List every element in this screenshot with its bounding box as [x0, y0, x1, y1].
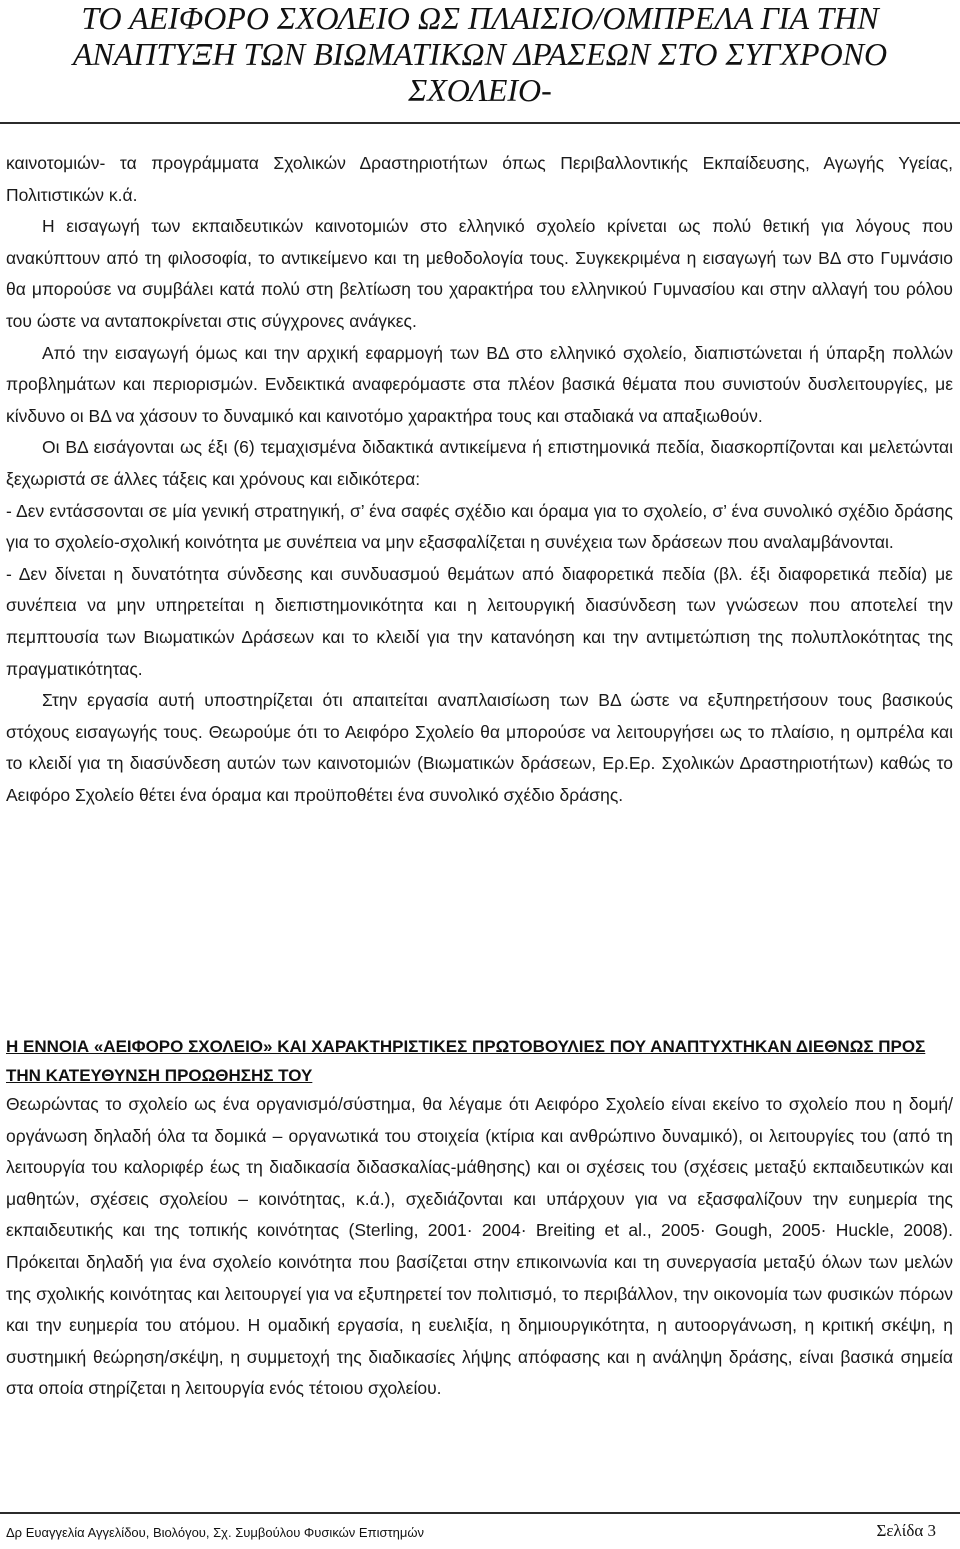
section-paragraph-1: Θεωρώντας το σχολείο ως ένα οργανισμό/σύστημα, θα λέγαμε ότι Αειφόρο Σχολείο είναι εκείνο το σχολείο που η δομή/οργάνωση δηλαδή όλα τα δομικά – οργανωτικά του στοιχεία (κτίρια και ανθρώπινο δυναμικό), οι λειτουργίες του (από τη λειτουργία του καλοριφέρ έως τη διαδικασία διδασκαλίας-μάθησης) και οι σχέσεις του (σχέσεις μεταξύ εκπαιδευτικών και μαθητών, σχέσεις σχολείου – κοινότητας, κ.ά.), σχεδιάζονται και υπάρχουν για να εξασφαλίζουν την ευημερία της εκπαιδευτικής και της τοπικής κοινότητας (Sterling, 2001· 2004· Breiting et al., 2005· Gough, 2005· Huckle, 2008). Πρόκειται δηλαδή για ένα σχολείο κοινότητα που βασίζεται στην επικοινωνία και τη συνεργασία μεταξύ όλων των μελών της σχολικής κοινότητας και λειτουργεί για να εξυπηρετεί τον πολιτισμό, το περιβάλλον, την οικονομία των φυσικών πόρων και την ευημερία του ατόμου. Η ομαδική εργασία, η ευελιξία, η δημιουργικότητα, η αυτοοργάνωση, η κριτική σκέψη, η συστημική θεώρηση/σκέψη, η συμμετοχή της διαδικασίες λήψης απόφασης και η ανάληψη δράσης, είναι βασικά σημεία στα οποία στηρίζεται η λειτουργία ενός τέτοιου σχολείου. — [6, 1094, 953, 1399]
header-divider — [0, 122, 960, 124]
header-line-2: ΑΝΑΠΤΥΞΗ ΤΩΝ ΒΙΩΜΑΤΙΚΩΝ ΔΡΑΣΕΩΝ ΣΤΟ ΣΥΓΧΡΟΝΟ — [72, 36, 888, 72]
bullet-paragraph-1: - Δεν εντάσσονται σε μία γενική στρατηγική, σ’ ένα σαφές σχέδιο και όραμα για το σχολείο, σ’ ένα συνολικό σχέδιο δράσης για το σχολείο-σχολική κοινότητα με συνέπεια να μην εξασφαλίζεται η συνέχεια των δράσεων που αναλαμβάνονται. — [6, 500, 953, 553]
section-body — [6, 1089, 953, 1405]
footer-author: Δρ Ευαγγελία Αγγελίδου, Βιολόγου, Σχ. Συμβούλου Φυσικών Επιστημών — [6, 1525, 424, 1540]
main-body — [6, 148, 953, 811]
paragraph-5: Στην εργασία αυτή υποστηρίζεται ότι απαιτείται αναπλαισίωση των ΒΔ ώστε να εξυπηρετήσουν τους βασικούς στόχους εισαγωγής τους. Θεωρούμε ότι το Αειφόρο Σχολείο θα μπορούσε να λειτουργήσει ως το πλαίσιο, η ομπρέλα και το κλειδί για τη διασύνδεση αυτών των καινοτομιών (Βιωματικών δράσεων, Ερ.Ερ. Σχολικών Δραστηριοτήτων) καθώς το Αειφόρο Σχολείο θέτει ένα όραμα και προϋποθέτει ένα συνολικό σχέδιο δράσης. — [6, 690, 953, 805]
bullet-paragraph-2: - Δεν δίνεται η δυνατότητα σύνδεσης και συνδυασμού θεμάτων από διαφορετικά πεδία (βλ. έξι διαφορετικά πεδία) με συνέπεια να μην υπηρετείται η διεπιστημονικότητα και η λειτουργική διασύνδεση των γνώσεων που αποτελεί την πεμπτουσία των Βιωματικών Δράσεων και το κλειδί για την κατανόηση και την αντιμετώπιση της πολυπλοκότητας της πραγματικότητας. — [6, 563, 953, 679]
paragraph-1: καινοτομιών- τα προγράμματα Σχολικών Δραστηριοτήτων όπως Περιβαλλοντικής Εκπαίδευσης, Αγωγής Υγείας, Πολιτιστικών κ.ά. — [6, 153, 953, 205]
paragraph-4: Οι ΒΔ εισάγονται ως έξι (6) τεμαχισμένα διδακτικά αντικείμενα ή επιστημονικά πεδία, διασκορπίζονται και μελετώνται ξεχωριστά σε άλλες τάξεις και χρόνους και ειδικότερα: — [6, 437, 953, 489]
paragraph-3: Από την εισαγωγή όμως και την αρχική εφαρμογή των ΒΔ στο ελληνικό σχολείο, διαπιστώνεται ή ύπαρξη πολλών προβλημάτων και περιορισμών. Ενδεικτικά αναφερόμαστε στα πλέον βασικά θέματα που συνιστούν δυσλειτουργίες, με κίνδυνο οι ΒΔ να χάσουν το δυναμικό και καινοτόμο χαρακτήρα τους και σταδιακά να απαξιωθούν. — [6, 342, 953, 426]
header-line-3: ΣΧΟΛΕΙΟ- — [408, 72, 552, 108]
page-number: Σελίδα 3 — [876, 1521, 936, 1540]
section-heading: Η ΕΝΝΟΙΑ «ΑΕΙΦΟΡΟ ΣΧΟΛΕΙΟ» ΚΑΙ ΧΑΡΑΚΤΗΡΙΣΤΙΚΕΣ ΠΡΩΤΟΒΟΥΛΙΕΣ ΠΟΥ ΑΝΑΠΤΥΧΤΗΚΑΝ ΔΙΕΘΝΩΣ ΠΡΟΣ ΤΗΝ ΚΑΤΕΥΘΥΝΣΗ ΠΡΟΩΘΗΣΗΣ ΤΟΥ — [6, 1037, 926, 1085]
paragraph-2: Η εισαγωγή των εκπαιδευτικών καινοτομιών στο ελληνικό σχολείο κρίνεται ως πολύ θετική για λόγους που ανακύπτουν από τη φιλοσοφία, το αντικείμενο και τη μεθοδολογία τους. Συγκεκριμένα η εισαγωγή των ΒΔ στο Γυμνάσιο θα μπορούσε να συμβάλει κατά πολύ στη βελτίωση του χαρακτήρα του ελληνικού Γυμνασίου και στην αλλαγή του ρόλου του ώστε να ανταποκρίνεται στις σύγχρονες ανάγκες. — [6, 216, 953, 331]
running-header — [20, 0, 940, 108]
footer-divider — [0, 1512, 960, 1514]
header-line-1: ΤΟ ΑΕΙΦΟΡΟ ΣΧΟΛΕΙΟ ΩΣ ΠΛΑΙΣΙΟ/ΟΜΠΡΕΛΑ ΓΙΑ ΤΗΝ — [81, 0, 879, 36]
